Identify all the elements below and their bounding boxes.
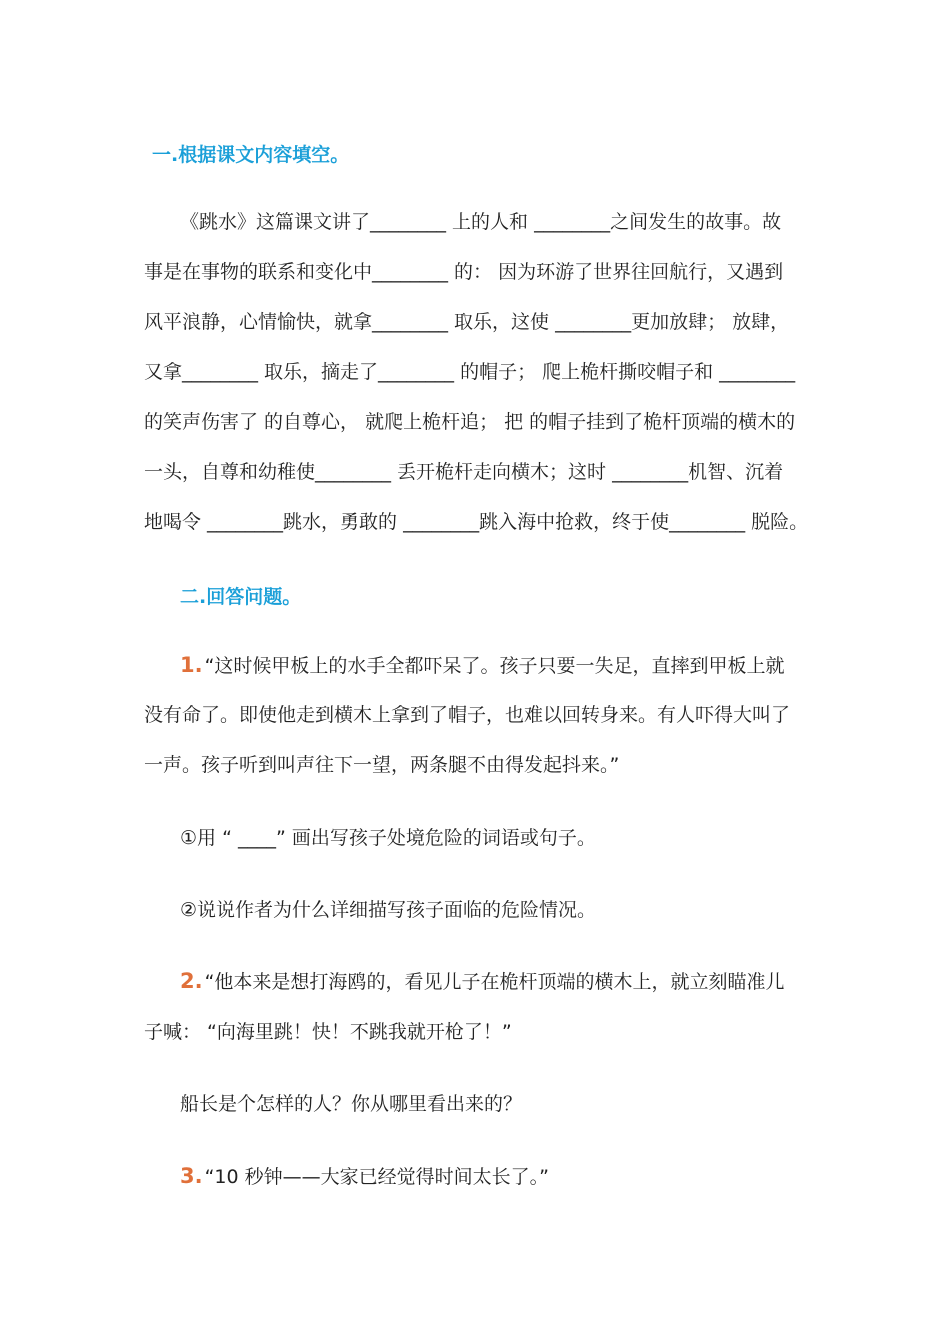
section1-line: 一头，自尊和幼稚使________ 丢开桅杆走向横木；这时 ________机智、沉着 bbox=[144, 461, 784, 483]
question-1-first-line bbox=[180, 652, 784, 679]
question-number: 3. bbox=[180, 1164, 203, 1188]
section1-line: 事是在事物的联系和变化中________ 的： 因为环游了世界往回航行，又遇到 bbox=[144, 261, 784, 283]
question-2-sub-1: 船长是个怎样的人？你从哪里看出来的？ bbox=[180, 1093, 523, 1115]
question-2-first-line bbox=[180, 968, 784, 995]
section1-line: 《跳水》这篇课文讲了________ 上的人和 ________之间发生的故事。故 bbox=[180, 211, 782, 233]
question-1-sub-2: ②说说作者为什么详细描写孩子面临的危险情况。 bbox=[180, 899, 597, 921]
question-number: 2. bbox=[180, 969, 203, 993]
question-1-line: 没有命了。即使他走到横木上拿到了帽子，也难以回转身来。有人吓得大叫了 bbox=[144, 704, 791, 726]
section1-line: 地喝令 ________跳水，勇敢的 ________跳入海中抢救，终于使________ 脱险。 bbox=[144, 511, 809, 533]
section1-line: 风平浪静，心情愉快，就拿________ 取乐，这使 ________更加放肆； 放肆， bbox=[144, 311, 790, 333]
question-3-first-line bbox=[180, 1163, 549, 1190]
question-2-line: 子喊： “向海里跳！快！不跳我就开枪了！” bbox=[144, 1021, 512, 1043]
section1-line: 的笑声伤害了 的自尊心， 就爬上桅杆追； 把 的帽子挂到了桅杆顶端的横木的 bbox=[144, 411, 796, 433]
question-1-line: 一声。孩子听到叫声往下一望，两条腿不由得发起抖来。” bbox=[144, 754, 620, 776]
section1-heading: 一.根据课文内容填空。 bbox=[152, 144, 350, 166]
question-number: 1. bbox=[180, 653, 203, 677]
section2-heading: 二.回答问题。 bbox=[180, 586, 302, 608]
question-2-text: “他本来是想打海鸥的，看见儿子在桅杆顶端的横木上，就立刻瞄准儿 bbox=[204, 971, 785, 993]
question-3-text: “10 秒钟——大家已经觉得时间太长了。” bbox=[204, 1166, 549, 1188]
question-1-text: “这时候甲板上的水手全都吓呆了。孩子只要一失足，直摔到甲板上就 bbox=[204, 655, 785, 677]
question-1-sub-1: ①用 “ ____” 画出写孩子处境危险的词语或句子。 bbox=[180, 827, 596, 849]
section1-line: 又拿________ 取乐，摘走了________ 的帽子； 爬上桅杆撕咬帽子和 ________ bbox=[144, 361, 796, 383]
